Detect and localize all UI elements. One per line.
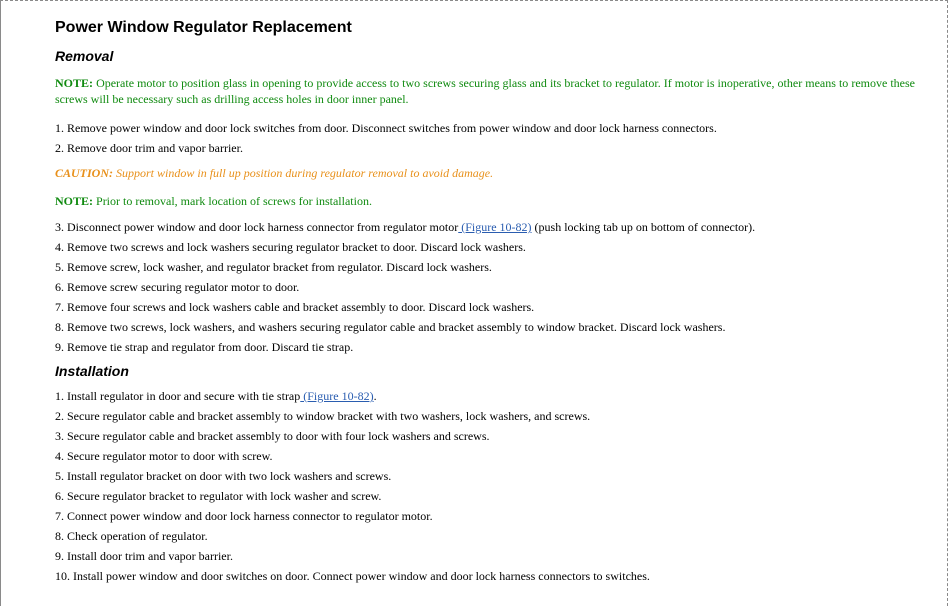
installation-step-7: 7. Connect power window and door lock harness connector to regulator motor.: [55, 509, 433, 523]
removal-step-3: [55, 217, 915, 237]
removal-step-2: 2. Remove door trim and vapor barrier.: [55, 141, 243, 155]
document-content: [55, 17, 915, 586]
removal-step-8: 8. Remove two screws, lock washers, and washers securing regulator cable and bracket assembly to window bracket. Discard lock washers.: [55, 320, 726, 334]
removal-step-6: 6. Remove screw securing regulator motor to door.: [55, 280, 300, 294]
step-text: (push locking tab up on bottom of connector).: [531, 220, 756, 234]
caution-label: CAUTION:: [55, 166, 114, 180]
caution-text: Support window in full up position during regulator removal to avoid damage.: [116, 166, 494, 180]
caution-note: [55, 165, 915, 181]
installation-step-6: 6. Secure regulator bracket to regulator with lock washer and screw.: [55, 489, 382, 503]
removal-step-4: 4. Remove two screws and lock washers securing regulator bracket to door. Discard lock washers.: [55, 240, 526, 254]
installation-step-5: 5. Install regulator bracket on door with two lock washers and screws.: [55, 469, 392, 483]
step-text: .: [373, 389, 377, 403]
removal-step-1: 1. Remove power window and door lock switches from door. Disconnect switches from power window and door lock harness connectors.: [55, 121, 717, 135]
installation-step-8: 8. Check operation of regulator.: [55, 529, 208, 543]
figure-10-82-link[interactable]: (Figure 10-82): [458, 220, 532, 234]
removal-step-7: 7. Remove four screws and lock washers cable and bracket assembly to door. Discard lock washers.: [55, 300, 535, 314]
step-text: 1. Install regulator in door and secure with tie strap: [55, 389, 301, 403]
installation-step-3: 3. Secure regulator cable and bracket assembly to door with four lock washers and screws.: [55, 429, 490, 443]
installation-heading: Installation: [55, 363, 129, 379]
figure-10-82-link[interactable]: (Figure 10-82): [300, 389, 374, 403]
installation-step-9: 9. Install door trim and vapor barrier.: [55, 549, 233, 563]
note-text: Prior to removal, mark location of screws for installation.: [96, 194, 372, 208]
removal-heading: Removal: [55, 48, 114, 64]
installation-step-4: 4. Secure regulator motor to door with screw.: [55, 449, 273, 463]
note-text: Operate motor to position glass in opening to provide access to two screws securing glass and its bracket to regulator. If motor is inoperative, other means to remove these screws will be necessary such as drilling access holes in door inner panel.: [55, 76, 916, 106]
installation-step-10: 10. Install power window and door switches on door. Connect power window and door lock harness connectors to switches.: [55, 569, 650, 583]
installation-step-2: 2. Secure regulator cable and bracket assembly to window bracket with two washers, lock washers, and screws.: [55, 409, 591, 423]
note-label: NOTE:: [55, 76, 94, 90]
installation-step-1: [55, 386, 915, 406]
removal-step-9: 9. Remove tie strap and regulator from door. Discard tie strap.: [55, 340, 354, 354]
note-label: NOTE:: [55, 194, 94, 208]
marking-note: [55, 193, 915, 209]
page-title: Power Window Regulator Replacement: [55, 19, 352, 36]
removal-step-5: 5. Remove screw, lock washer, and regulator bracket from regulator. Discard lock washers.: [55, 260, 492, 274]
removal-note: [55, 75, 915, 107]
step-text: 3. Disconnect power window and door lock harness connector from regulator motor: [55, 220, 459, 234]
